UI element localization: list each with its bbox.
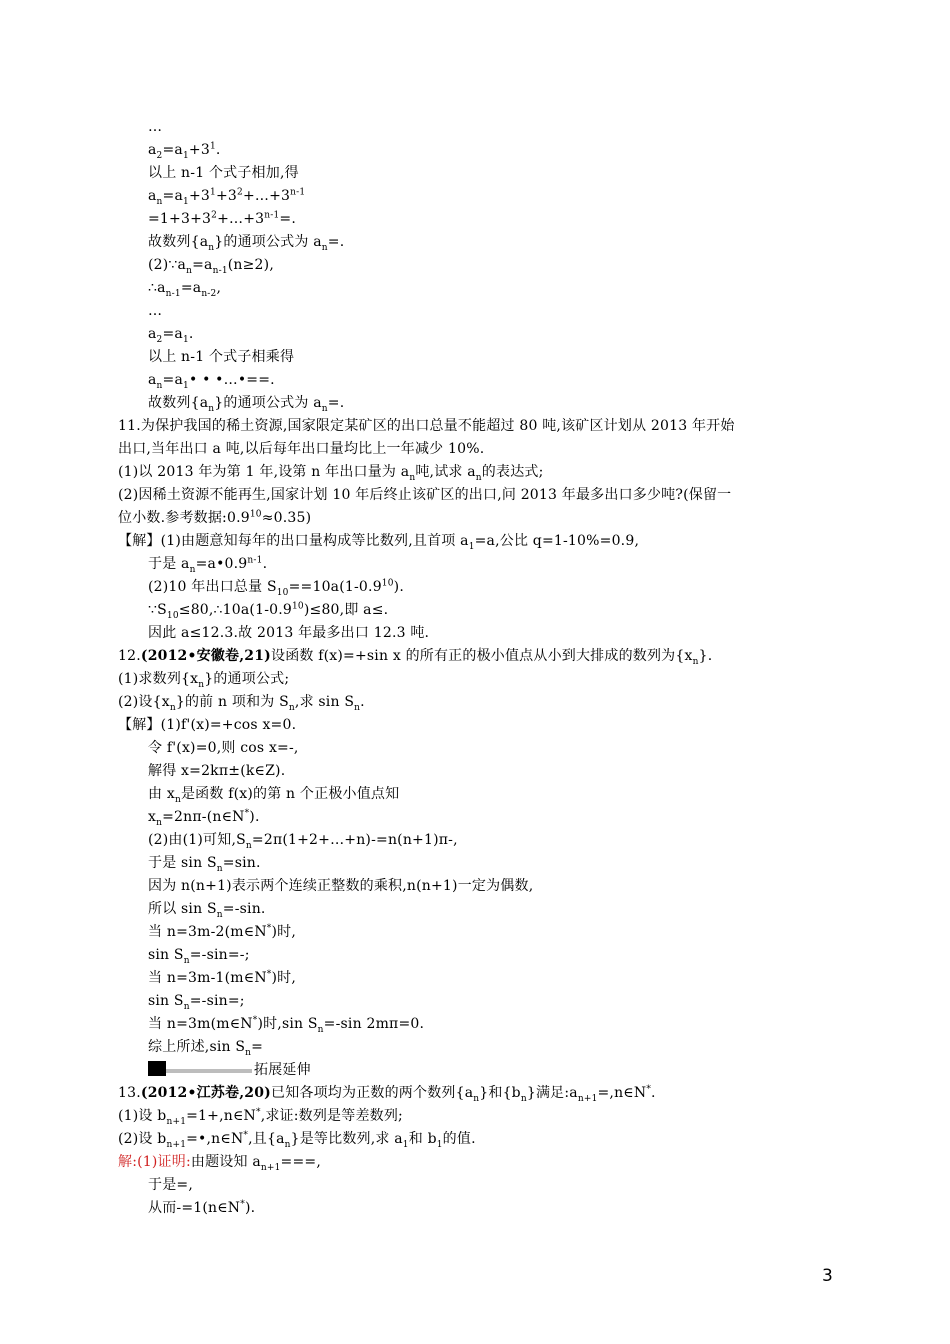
- solution-13-line: 解:(1)证明:由题设知 $a_{n+1}===$,: [118, 1154, 321, 1173]
- question-11-line: 位小数.参考数据$:0.9^{10}\approx 0.35$): [118, 509, 312, 526]
- solution-12-line: $x_n=2n\pi-(n\in N^*)$.: [148, 808, 260, 828]
- solution-12-line: 于是 $\sin S_n=\sin$.: [148, 855, 261, 874]
- solution-11-line: 【解】(1)由题意知每年的出口量构成等比数列,且首项 $a_1=a$,公比 q=1-10%=0.9,: [118, 533, 640, 552]
- question-11-line: 11.为保护我国的稀土资源,国家限定某矿区的出口总量不能超过 80 吨,该矿区计划从 2013 年开始: [118, 418, 735, 434]
- text-line: …: [148, 119, 163, 135]
- question-12-line: 12.(2012•安徽卷,21)设函数 f(x)=+sin x 的所有正的极小值点从小到大排成的数列为$\{x_n\}$.: [118, 648, 713, 667]
- question-11-line: (1)以 2013 年为第 1 年,设第 n 年出口量为 $a_n$吨,试求 $a_n$的表达式;: [118, 464, 544, 483]
- text-line: $(2)\because a_n=a_{n-1}(n\ge 2)$,: [148, 257, 274, 276]
- page-number: 3: [822, 1266, 833, 1286]
- solution-12-line: 当 n=3m-1(m∈N*)时,: [148, 969, 296, 986]
- text-line: 以上 n-1 个式子相加,得: [148, 165, 299, 181]
- solution-12-line: 当 n=3m-2(m∈N*)时,: [148, 923, 296, 940]
- solution-11-line: 于是 $a_n=a•0.9^{n-1}$.: [148, 555, 268, 575]
- solution-12-line: $\sin S_n=-\sin=-$;: [148, 947, 250, 966]
- solution-11-line: 因此 a≤12.3.故 2013 年最多出口 12.3 吨.: [148, 625, 430, 641]
- solution-12-line: 【解】(1)f'(x)=+cos x=0.: [118, 717, 297, 733]
- solution-13-line: 从而-=1(n∈N*).: [148, 1199, 256, 1216]
- solution-12-line: 所以 $\sin S_n=-\sin$.: [148, 901, 266, 920]
- question-12-line: (1)求数列$\{x_n\}$的通项公式;: [118, 671, 290, 690]
- text-line: $a_n=a_1+3^1+3^2+\dots+3^{n-1}$: [148, 187, 306, 207]
- text-line: $a_2=a_1+3^1$.: [148, 141, 221, 161]
- solution-12-line: $\sin S_n=-\sin=$;: [148, 993, 245, 1012]
- question-13-line: (1)设 $b_{n+1}=1+,n\in N^*$,求证:数列是等差数列;: [118, 1107, 403, 1127]
- text-line: $\therefore a_{n-1}=a_{n-2}$,: [148, 280, 222, 299]
- square-icon: [148, 1061, 166, 1076]
- solution-12-line: (2)由(1)可知$,S_n=2\pi(1+2+\dots+n)-=n(n+1)\pi-$,: [148, 832, 458, 851]
- text-line: $a_n=a_1•$ • •…•==.: [148, 372, 275, 391]
- solution-12-line: 因为 n(n+1)表示两个连续正整数的乘积,n(n+1)一定为偶数,: [148, 878, 534, 894]
- solution-11-line: (2)10 年出口总量 $S_{10}==10a(1-0.9^{10})$.: [148, 578, 404, 598]
- solution-12-line: 综上所述,sin $S_n=$: [148, 1039, 264, 1058]
- solution-12-line: 由 $x_n$是函数 f(x)的第 n 个正极小值点知: [148, 786, 400, 805]
- text-line: 以上 n-1 个式子相乘得: [148, 349, 295, 365]
- text-line: $=1+3+3^2+\dots+3^{n-1}=$.: [148, 210, 296, 227]
- text-line: $a_2=a_1$.: [148, 326, 194, 345]
- solution-11-line: $\because S_{10}\le 80,\therefore 10a(1-0.9^{10})\le 80$,即 a≤.: [148, 601, 389, 621]
- solution-12-line: 令 f'(x)=0,则 cos x=-,: [148, 740, 299, 756]
- solution-12-line: 解得 x=2kπ±(k∈Z).: [148, 763, 286, 779]
- solution-12-line: 当 n=3m(m∈N*)时,sin $S_n=-\sin$ 2mπ=0.: [148, 1015, 425, 1035]
- question-11-line: (2)因稀土资源不能再生,国家计划 10 年后终止该矿区的出口,问 2013 年最多出口多少吨?(保留一: [118, 487, 732, 503]
- text-line: 故数列$\{a_n\}$的通项公式为 $a_n=$.: [148, 234, 345, 253]
- question-13-line: 13.(2012•江苏卷,20)已知各项均为正数的两个数列$\{a_n\}$和$\{b_n\}$满足$:a_{n+1}=,n\in N^*$.: [118, 1084, 656, 1104]
- text-line: …: [148, 303, 163, 319]
- question-13-line: (2)设 $b_{n+1}=•,n\in N^*$,且$\{a_n\}$是等比数列,求 $a_1$和 $b_1$的值.: [118, 1130, 476, 1150]
- solution-13-line: 于是=,: [148, 1177, 193, 1193]
- text-line: 故数列$\{a_n\}$的通项公式为 $a_n=$.: [148, 395, 345, 414]
- divider-bar: [166, 1069, 252, 1073]
- extension-heading: 拓展延伸: [148, 1061, 311, 1079]
- question-12-line: (2)设$\{x_n\}$的前 n 项和为 $S_n$,求 $\sin S_n$.: [118, 694, 365, 713]
- question-11-line: 出口,当年出口 a 吨,以后每年出口量均比上一年减少 10%.: [118, 441, 485, 457]
